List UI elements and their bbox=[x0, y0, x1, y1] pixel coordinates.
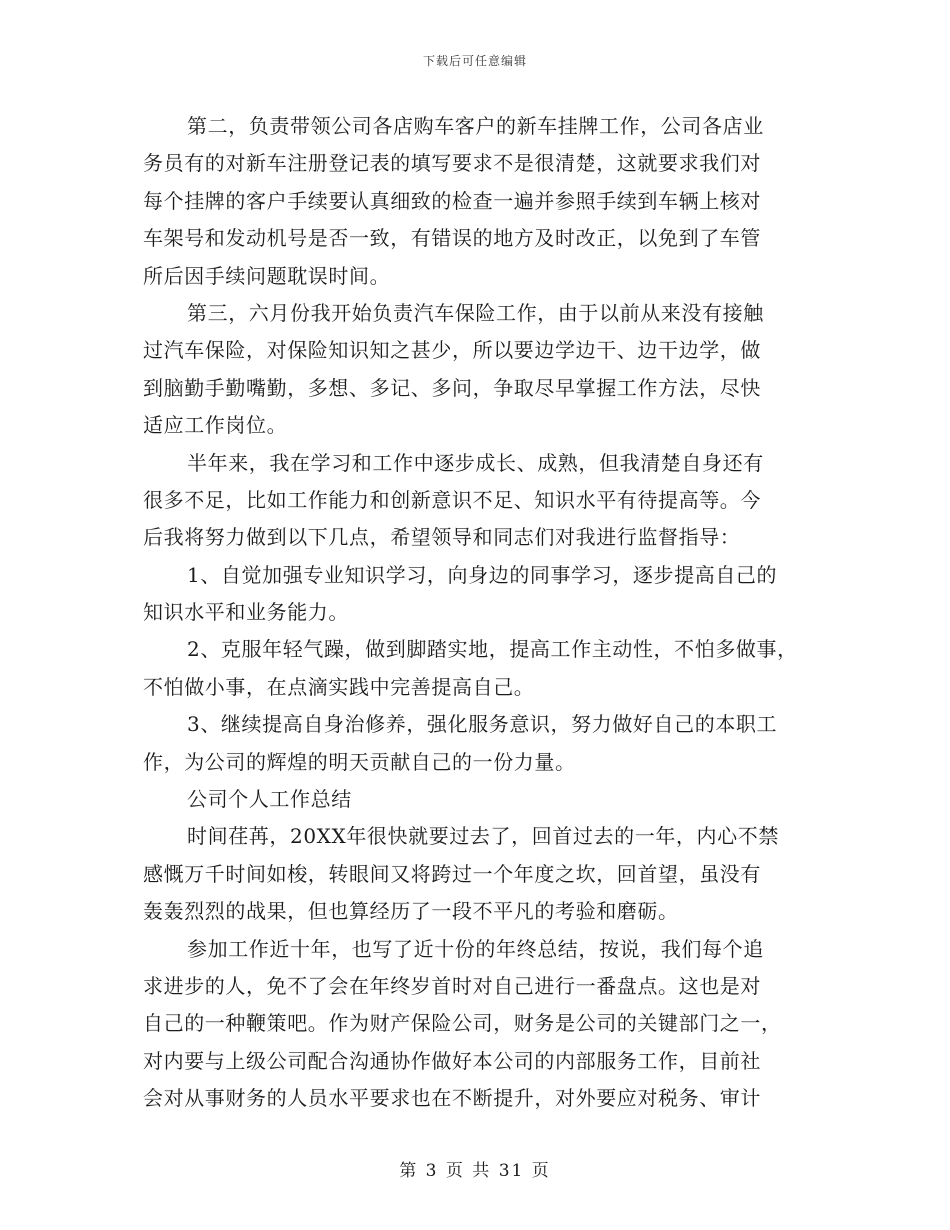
text-line: 到脑勤手勤嘴勤，多想、多记、多问，争取尽早掌握工作方法，尽快 bbox=[143, 375, 761, 400]
text-line: 时间荏苒，20XX年很快就要过去了，回首过去的一年，内心不禁 bbox=[187, 824, 779, 849]
text-line: 第三，六月份我开始负责汽车保险工作，由于以前从来没有接触 bbox=[187, 300, 764, 325]
text-line: 参加工作近十年，也写了近十份的年终总结，按说，我们每个追 bbox=[187, 936, 764, 961]
text-line: 不怕做小事，在点滴实践中完善提高自己。 bbox=[143, 674, 535, 699]
text-line: 车架号和发动机号是否一致，有错误的地方及时改正，以免到了车管 bbox=[143, 226, 761, 251]
text-line: 求进步的人，免不了会在年终岁首时对自己进行一番盘点。这也是对 bbox=[143, 973, 761, 998]
text-line: 所后因手续问题耽误时间。 bbox=[143, 263, 391, 288]
document-body bbox=[143, 108, 823, 1118]
text-line: 第二，负责带领公司各店购车客户的新车挂牌工作，公司各店业 bbox=[187, 114, 764, 138]
text-line: 后我将努力做到以下几点，希望领导和同志们对我进行监督指导： bbox=[143, 525, 741, 550]
text-line: 3、继续提高自身治修养，强化服务意识，努力做好自己的本职工 bbox=[187, 712, 778, 737]
text-line: 适应工作岗位。 bbox=[143, 413, 288, 438]
text-line: 每个挂牌的客户手续要认真细致的检查一遍并参照手续到车辆上核对 bbox=[143, 188, 761, 213]
text-line: 很多不足，比如工作能力和创新意识不足、知识水平有待提高等。今 bbox=[143, 487, 761, 512]
text-line: 会对从事财务的人员水平要求也在不断提升，对外要应对税务、审计 bbox=[143, 1086, 761, 1111]
text-line: 对内要与上级公司配合沟通协作做好本公司的内部服务工作，目前社 bbox=[143, 1048, 761, 1073]
text-line: 知识水平和业务能力。 bbox=[143, 600, 349, 625]
page-footer: 第 3 页 共 31 页 bbox=[399, 1161, 551, 1181]
text-line: 自己的一种鞭策吧。作为财产保险公司，财务是公司的关键部门之一， bbox=[143, 1011, 782, 1036]
text-line: 作，为公司的辉煌的明天贡献自己的一份力量。 bbox=[143, 749, 576, 774]
text-line: 过汽车保险，对保险知识知之甚少，所以要边学边干、边干边学，做 bbox=[143, 338, 761, 363]
text-line: 轰轰烈烈的战果，但也算经历了一段不平凡的考验和磨砺。 bbox=[143, 899, 679, 924]
page-header: 下载后可任意编辑 bbox=[422, 54, 527, 68]
text-line: 感慨万千时间如梭，转眼间又将跨过一个年度之坎，回首望，虽没有 bbox=[143, 861, 761, 886]
text-line: 公司个人工作总结 bbox=[187, 787, 352, 812]
text-line: 半年来，我在学习和工作中逐步成长、成熟，但我清楚自身还有 bbox=[187, 450, 764, 475]
text-line: 1、自觉加强专业知识学习，向身边的同事学习，逐步提高自己的 bbox=[187, 562, 778, 587]
text-line: 务员有的对新车注册登记表的填写要求不是很清楚，这就要求我们对 bbox=[143, 151, 761, 176]
text-line: 2、克服年轻气躁，做到脚踏实地，提高工作主动性，不怕多做事， bbox=[187, 637, 798, 662]
